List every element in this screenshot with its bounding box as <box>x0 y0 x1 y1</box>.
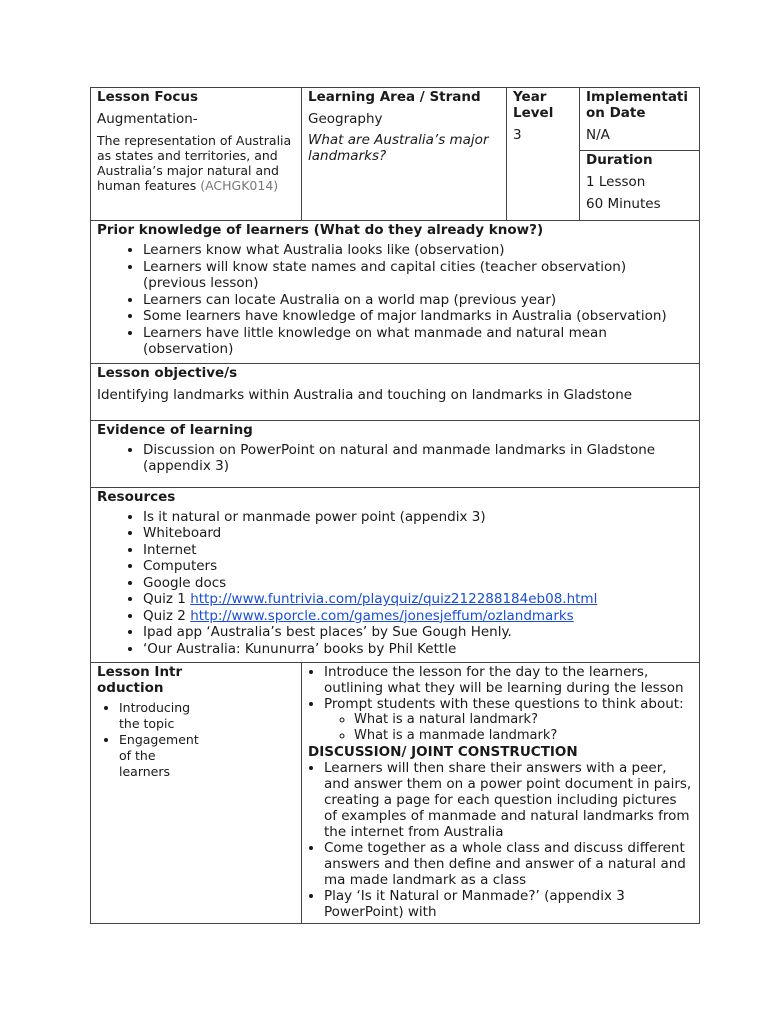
quiz-2-item <box>143 608 693 625</box>
resources-cell <box>91 487 700 663</box>
quiz-1-label: Quiz 1 <box>143 591 186 607</box>
list-item: • Play ‘Is it Natural or Manmade?’ (appendix 3 PowerPoint) with <box>324 888 693 920</box>
objectives-label: Lesson objective/s <box>97 364 238 381</box>
objectives-cell <box>91 363 700 420</box>
lesson-focus-label: Lesson Focus <box>97 89 199 105</box>
discussion-heading: DISCUSSION/ JOINT CONSTRUCTION <box>308 744 578 760</box>
list-item: • Internet <box>143 542 693 559</box>
quiz-1-link[interactable]: http://www.funtrivia.com/playquiz/quiz212288184eb08.html <box>190 591 598 607</box>
learning-area-value: Geography <box>308 111 383 127</box>
resources-label: Resources <box>97 488 176 505</box>
list-item: • Some learners have knowledge of major landmarks in Australia (observation) <box>143 308 693 325</box>
evidence-list <box>97 442 693 475</box>
prior-knowledge-label: Prior knowledge of learners (What do they already know?) <box>97 222 544 238</box>
year-level-value: 3 <box>513 127 522 143</box>
list-item: • Is it natural or manmade power point (appendix 3) <box>143 509 693 526</box>
list-item: • Learners can locate Australia on a world map (previous year) <box>143 292 693 309</box>
lesson-focus-description <box>97 133 295 193</box>
introduction-side-cell <box>91 663 302 924</box>
lesson-plan-table <box>90 87 700 924</box>
introduction-side-list <box>97 700 199 780</box>
list-item: • Computers <box>143 558 693 575</box>
list-item: ◦ What is a natural landmark? <box>354 712 693 728</box>
list-item: • Google docs <box>143 575 693 592</box>
learning-area-cell <box>302 88 507 221</box>
list-item: • Learners have little knowledge on what manmade and natural mean (observation) <box>143 325 693 358</box>
objectives-text: Identifying landmarks within Australia and touching on landmarks in Gladstone <box>97 386 633 403</box>
list-item: • Discussion on PowerPoint on natural and manmade landmarks in Gladstone (appendix 3) <box>143 442 693 475</box>
duration-minutes: 60 Minutes <box>586 196 661 212</box>
list-item: • Learners know what Australia looks like (observation) <box>143 242 693 259</box>
introduction-label: Lesson Introduction <box>97 664 183 696</box>
list-item: • ‘Our Australia: Kununurra’ books by Phil Kettle <box>143 641 693 658</box>
learning-area-label: Learning Area / Strand <box>308 89 481 105</box>
list-item: • Prompt students with these questions to think about: <box>324 696 693 712</box>
lesson-focus-desc-text: The representation of Australia as states and territories, and Australia’s major natural and human features <box>97 133 292 193</box>
duration-label: Duration <box>586 152 653 168</box>
year-level-cell <box>507 88 580 221</box>
year-level-label: Year Level <box>513 89 554 121</box>
evidence-label: Evidence of learning <box>97 421 253 438</box>
list-item: • Come together as a whole class and discuss different answers and then define and answer of a natural and ma made landmark as a class <box>324 840 693 888</box>
introduction-steps <box>302 664 693 712</box>
curriculum-code: (ACHGK014) <box>200 178 279 193</box>
resources-list <box>97 509 693 658</box>
lesson-focus-title: Augmentation- <box>97 111 198 127</box>
quiz-1-item <box>143 591 693 608</box>
list-item: • Ipad app ‘Australia’s best places’ by Sue Gough Henly. <box>143 624 693 641</box>
list-item: • Introducing the topic <box>119 700 195 732</box>
quiz-2-link[interactable]: http://www.sporcle.com/games/jonesjeffum/ozlandmarks <box>190 607 574 624</box>
prior-knowledge-list <box>97 242 693 358</box>
discussion-list <box>302 760 693 920</box>
list-item: • Engagement of the learners <box>119 732 195 780</box>
list-item: ◦ What is a manmade landmark? <box>354 728 693 744</box>
implementation-value: N/A <box>586 127 610 143</box>
learning-area-question: What are Australia’s major landmarks? <box>308 132 489 164</box>
implementation-cell <box>580 88 700 151</box>
prior-knowledge-cell <box>91 221 700 364</box>
introduction-questions <box>302 712 693 744</box>
list-item: • Learners will then share their answers with a peer, and answer them on a power point document in pairs, creating a page for each question including pictures of examples of manmade and natural landmarks from the internet from Australia <box>324 760 693 840</box>
list-item: • Introduce the lesson for the day to the learners, outlining what they will be learning during the lesson <box>324 664 693 696</box>
duration-lessons: 1 Lesson <box>586 174 646 190</box>
lesson-focus-cell <box>91 88 302 221</box>
header-row <box>91 88 700 151</box>
evidence-cell <box>91 420 700 487</box>
introduction-body-cell <box>302 663 700 924</box>
list-item: • Whiteboard <box>143 525 693 542</box>
quiz-2-label: Quiz 2 <box>143 607 186 624</box>
implementation-label: Implementation Date <box>586 89 689 121</box>
duration-cell <box>580 151 700 221</box>
list-item: • Learners will know state names and capital cities (teacher observation) (previous lesson) <box>143 259 693 292</box>
